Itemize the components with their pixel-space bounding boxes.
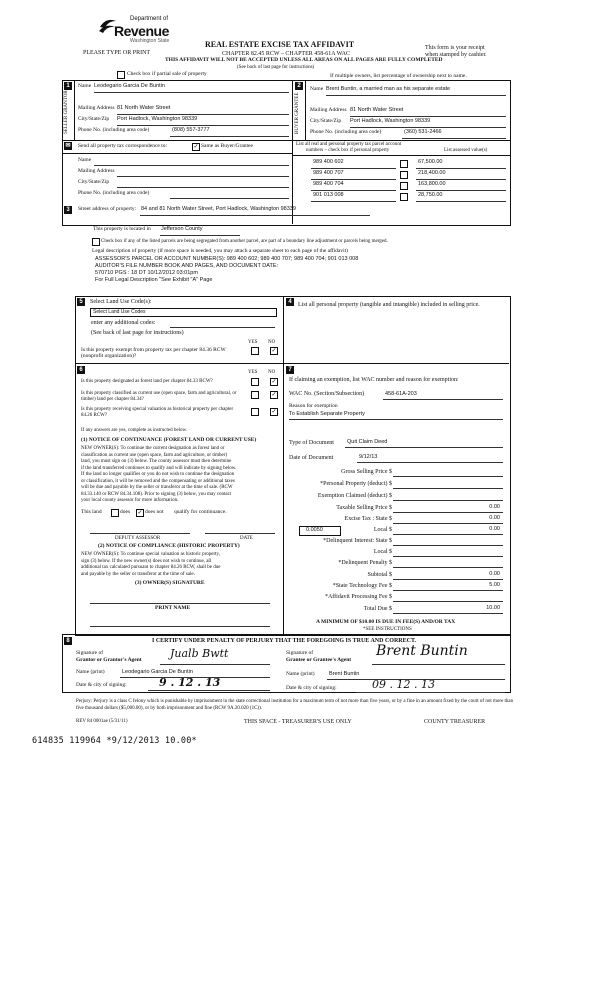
notice-line: sign (3) below. If the new owner(s) does not wish to continue, all — [81, 558, 212, 564]
buyer-phone[interactable]: (360) 531-2466 — [404, 129, 442, 135]
tax-row-label: Total Due $ — [363, 606, 392, 612]
wac-number[interactable]: 458-61A-203 — [385, 391, 417, 397]
minimum-fee-note: A MINIMUM OF $10.00 IS DUE IN FEE(S) AND/OR TAX — [316, 619, 456, 625]
corr-city-label: City/State/Zip — [78, 179, 110, 185]
street-label: Street address of property: — [78, 206, 137, 212]
corr-phone-label: Phone No. (including area code) — [78, 190, 150, 196]
land-use-dropdown[interactable] — [90, 308, 277, 317]
parcel-header-3: List assessed value(s) — [444, 148, 488, 153]
forest-yes-checkbox[interactable] — [251, 378, 259, 386]
notice-line: NEW OWNER(S): To continue the current designation as forest land or — [81, 446, 225, 451]
personal-property-label: List all personal property (tangible and intangible) included in selling price. — [298, 302, 480, 308]
legal-line: ASSESSOR'S PARCEL OR ACCOUNT NUMBER(S): 989 400 602; 989 400 707; 989 400 704; 901 013 008 — [95, 256, 359, 262]
section-4-marker: 4 — [286, 298, 294, 306]
yes-header: YES — [248, 340, 258, 345]
parcel-value[interactable]: 218,400.00 — [418, 170, 446, 176]
tax-row-value[interactable]: 0.00 — [489, 504, 500, 510]
treasurer-stamp: 614835 119964 *9/12/2013 10.00* — [32, 736, 197, 746]
exemption-label: If claiming an exemption, list WAC number and reason for exemption: — [289, 377, 459, 383]
deputy-assessor-label: DEPUTY ASSESSOR — [115, 536, 161, 541]
grantee-name-label: Name (print) — [286, 671, 315, 677]
parcel-value[interactable]: 163,800.00 — [418, 181, 446, 187]
notice-line: land, you must sign on (3) below. The county assessor must then determine — [81, 459, 232, 464]
notice-line: if the land transferred continues to qualify and will indicate by signing below. — [81, 465, 237, 471]
segregated-checkbox[interactable] — [92, 238, 100, 246]
personal-property-checkbox[interactable] — [400, 182, 408, 190]
tax-row-label: Taxable Selling Price $ — [336, 505, 392, 511]
buyer-city-label: City/State/Zip — [310, 118, 342, 124]
current-use-yes-checkbox[interactable] — [251, 391, 259, 399]
buyer-city[interactable]: Port Hadlock, Washington 98339 — [350, 118, 431, 124]
tax-row-value[interactable]: 0.00 — [489, 526, 500, 532]
county-treasurer-label: COUNTY TREASURER — [424, 719, 486, 725]
notice-line: and payable by the seller or transferor at the time of sale. — [81, 571, 195, 577]
tax-row-label: Subtotal $ — [367, 572, 392, 578]
grantee-date[interactable]: 09 . 12 . 13 — [372, 678, 435, 691]
corr-phone-field[interactable] — [170, 198, 289, 199]
buyer-mailing-label: Mailing Address — [310, 107, 347, 113]
corr-mailing-field[interactable] — [117, 176, 289, 177]
tax-row-label: Gross Selling Price $ — [341, 469, 392, 475]
owner-print-name-field[interactable] — [90, 626, 270, 627]
not-accepted-note: THIS AFFIDAVIT WILL NOT BE ACCEPTED UNLESS ALL AREAS ON ALL PAGES ARE FULLY COMPLETED — [165, 57, 443, 63]
wac-label: WAC No. (Section/Subsection) — [289, 391, 365, 397]
historic-question: Is this property receiving special valuation as historical property per chapter 84.26 RCW? — [81, 407, 234, 418]
legal-description-label: Legal description of property (if more space is needed, you may attach a separate sheet to each page of the affidavit) — [92, 248, 348, 254]
tax-row-label: Local $ — [373, 549, 392, 555]
buyer-mailing[interactable]: 81 North Water Street — [350, 107, 404, 113]
receipt-note-2: when stamped by cashier. — [425, 52, 487, 58]
parcel-header-1: List all real and personal property tax parcel account — [296, 142, 402, 147]
grantor-signature[interactable]: Jualb Bwtt — [170, 647, 229, 660]
receipt-note-1: This form is your receipt — [425, 45, 485, 51]
parcel-account[interactable]: 989 400 707 — [313, 170, 344, 176]
reason-label: Reason for exemption — [289, 403, 338, 409]
parcel-account[interactable]: 989 400 602 — [313, 159, 344, 165]
tax-row-label: *Affidavit Processing Fee $ — [324, 594, 392, 600]
please-type-note: PLEASE TYPE OR PRINT — [83, 50, 151, 56]
land-use-dropdown-value: Select Land Use Codes — [93, 309, 146, 315]
no-header: NO — [268, 370, 276, 375]
same-as-buyer-checkbox[interactable]: ✓ — [193, 144, 199, 150]
seller-name[interactable]: Leodegario Garcia De Buntin — [94, 83, 165, 89]
notice-line: NEW OWNER(S): To continue special valuation as historic property, — [81, 552, 220, 557]
notice-line: classification as current use (open space, farm and agriculture, or timber) — [81, 452, 228, 458]
grantor-sig-label-2: Grantor or Grantor's Agent — [76, 657, 142, 663]
form-chapter: CHAPTER 82.45 RCW – CHAPTER 458-61A WAC — [222, 51, 350, 57]
section-1-marker: 1 — [64, 82, 72, 90]
section-2-marker: 2 — [295, 82, 303, 90]
exempt-question: Is this property exempt from property tax per chapter 84.36 RCW (nonprofit organization)? — [81, 347, 226, 360]
personal-property-checkbox[interactable] — [400, 171, 408, 179]
exemption-reason[interactable]: To Establish Separate Property — [289, 411, 365, 417]
parcel-value[interactable]: 67,500.00 — [418, 159, 443, 165]
grantee-print-name[interactable]: Brent Buntin — [329, 671, 360, 677]
yes-header: YES — [248, 370, 258, 375]
grantor-date-label: Date & city of signing: — [76, 682, 127, 688]
current-use-question: Is this property classified as current use (open space, farm and agricultural, or timber) land per chapter 84.34? — [81, 391, 237, 402]
partial-sale-checkbox[interactable] — [117, 71, 125, 79]
seller-side-label: SELLER GRANTOR — [64, 90, 69, 134]
seller-mailing-label: Mailing Address — [78, 105, 115, 111]
section-8-marker: 8 — [64, 637, 72, 645]
local-rate: 0.0050 — [306, 527, 323, 533]
buyer-name[interactable]: Brent Buntin, a married man as his separate estate — [326, 86, 451, 92]
grantee-signature[interactable]: Brent Buntin — [376, 643, 468, 659]
tax-row-value[interactable]: 5.00 — [489, 582, 500, 588]
section-3-marker: 3 — [64, 206, 72, 214]
legal-line: For Full Legal Description "See Exhibit "A" Page — [95, 277, 213, 283]
does-not-label: does not — [145, 509, 164, 515]
additional-codes-label: enter any additional codes: — [91, 320, 156, 326]
notice-continuance-title: (1) NOTICE OF CONTINUANCE (FOREST LAND OR CURRENT USE) — [81, 437, 257, 443]
section-5-marker: 5 — [77, 298, 85, 306]
property-street[interactable]: 84 and 81 North Water Street, Port Hadlock, Washington 98339 — [141, 206, 296, 212]
exempt-no-checkbox[interactable]: ✓ — [271, 348, 277, 354]
tax-row-value[interactable]: 0.00 — [489, 515, 500, 521]
no-header: NO — [268, 340, 276, 345]
certify-statement: I CERTIFY UNDER PENALTY OF PERJURY THAT THE FOREGOING IS TRUE AND CORRECT. — [152, 638, 417, 644]
seller-city[interactable]: Port Hadlock, Washington 98339 — [117, 116, 198, 122]
grantor-date[interactable]: 9 . 12 . 13 — [159, 676, 221, 689]
owner-signature-label: (3) OWNER(S) SIGNATURE — [135, 580, 205, 586]
corr-name-field[interactable] — [94, 165, 289, 166]
grantor-sig-label-1: Signature of — [76, 650, 104, 656]
notice-line: If the land no longer qualifies or you do not wish to continue the designation — [81, 472, 235, 477]
current-use-no-checkbox[interactable]: ✓ — [271, 392, 277, 398]
grantee-sig-label-2: Grantee or Grantee's Agent — [286, 657, 352, 663]
buyer-phone-label: Phone No. (including area code) — [310, 129, 382, 135]
doc-type[interactable]: Quit Claim Deed — [347, 439, 388, 445]
legal-line: AUDITOR'S FILE NUMBER BOOK AND PAGES, AND DOCUMENT DATE: — [95, 263, 279, 269]
this-land-label: This land — [81, 509, 102, 515]
personal-property-checkbox[interactable] — [400, 193, 408, 201]
partial-sale-label: Check box if partial sale of property — [127, 71, 207, 77]
notice-line: 84.33.140 or RCW 84.34.108). Prior to signing (3) below, you may contact — [81, 491, 232, 497]
parcel-value[interactable]: 28,750.00 — [418, 192, 443, 198]
same-as-buyer-label: Same as Buyer/Grantee — [201, 143, 253, 149]
located-label: This property is located in — [93, 226, 151, 232]
seller-city-label: City/State/Zip — [78, 116, 110, 122]
property-county[interactable]: Jefferson County — [161, 226, 203, 232]
notice-line: additional tax calculated pursuant to chapter 84.26 RCW, shall be due — [81, 565, 221, 570]
perjury-notice: Perjury: Perjury is a class C felony which is punishable by imprisonment in the state correctional institution for a maximum term of not more than five years, or by a fine in an amount fixed by the court of not more than five thousand dollars ($5,000.00), or by both imprisonment and fine (RCW 9A.20.020 (1C)). — [76, 699, 514, 711]
land-use-label: Select Land Use Code(s): — [90, 299, 152, 305]
seller-phone[interactable]: (808) 557-3777 — [172, 127, 210, 133]
form-title: REAL ESTATE EXCISE TAX AFFIDAVIT — [205, 40, 355, 49]
notice-line: or classification, it will be removed and the compensating or additional taxes — [81, 478, 235, 484]
seller-mailing[interactable]: 81 North Water Street — [117, 105, 171, 111]
tax-row-label: *Personal Property (deduct) $ — [320, 481, 392, 487]
tax-row-label: Local $ — [373, 527, 392, 533]
tax-row-label: Exemption Claimed (deduct) $ — [317, 493, 392, 499]
doc-date[interactable]: 9/12/13 — [359, 454, 378, 460]
section-6-marker: 6 — [77, 366, 85, 374]
grantee-date-label: Date & city of signing: — [286, 685, 337, 691]
grantee-sig-label-1: Signature of — [286, 650, 314, 656]
buyer-name-label: Name — [310, 86, 324, 92]
parcel-account[interactable]: 901 013 008 — [313, 192, 344, 198]
qualify-label: qualify for continuance. — [174, 509, 227, 515]
treasurer-use-label: THIS SPACE - TREASURER'S USE ONLY — [244, 719, 352, 725]
historic-yes-checkbox[interactable] — [251, 408, 259, 416]
historic-no-checkbox[interactable]: ✓ — [271, 409, 277, 415]
parcel-header-2: numbers – check box if personal property — [306, 148, 390, 153]
notice-line: will be due and payable by the seller or transferor at the time of sale. (RCW — [81, 485, 233, 490]
tax-row-label: *Delinquent Interest: State $ — [323, 538, 392, 544]
doc-date-label: Date of Document — [289, 455, 334, 461]
notice-compliance-title: (2) NOTICE OF COMPLIANCE (HISTORIC PROPERTY) — [98, 543, 240, 549]
deputy-date-label: DATE — [240, 536, 253, 541]
grantor-print-name[interactable]: Leodegario Garcia De Buntin — [122, 669, 193, 675]
revision-label: REV 84 0001ae (5/31/11) — [76, 719, 128, 724]
land-use-see-back: (See back of last page for instructions) — [91, 330, 184, 336]
owner-signature-field[interactable] — [90, 603, 270, 604]
tax-row-label: *Delinquent Penalty $ — [338, 560, 392, 566]
parcel-account[interactable]: 989 400 704 — [313, 181, 344, 187]
see-instructions-note: *SEE INSTRUCTIONS — [363, 627, 412, 632]
forest-no-checkbox[interactable]: ✓ — [271, 379, 277, 385]
seller-name-label: Name — [78, 83, 92, 89]
notice-line: your local county assessor for more information. — [81, 498, 179, 503]
deputy-date-field[interactable] — [205, 533, 275, 534]
tax-row-label: *State Technology Fee $ — [332, 583, 392, 589]
multiple-owners-note: If multiple owners, list percentage of ownership next to name. — [330, 73, 467, 79]
buyer-side-label: BUYER GRANTEE — [295, 92, 300, 134]
any-yes-note: If any answers are yes, complete as instructed below. — [81, 428, 188, 433]
deputy-assessor-field[interactable] — [90, 533, 190, 534]
does-not-qualify-checkbox[interactable]: ✓ — [137, 510, 143, 516]
exempt-yes-checkbox[interactable] — [251, 347, 259, 355]
section-7-marker: 7 — [286, 366, 294, 374]
does-label: does — [120, 509, 131, 515]
additional-codes-field[interactable] — [170, 327, 275, 328]
print-name-label: PRINT NAME — [155, 605, 191, 611]
seller-phone-label: Phone No. (including area code) — [78, 127, 150, 133]
corr-name-label: Name — [78, 157, 92, 163]
see-back-note: (See back of last page for instructions) — [237, 65, 315, 70]
forest-land-question: Is this property designated as forest land per chapter 84.33 RCW? — [81, 379, 213, 384]
grantor-name-label: Name (print) — [76, 669, 105, 675]
personal-property-checkbox[interactable] — [400, 160, 408, 168]
segregated-label: Check box if any of the listed parcels are being segregated from another parcel, are part of a boundary line adjustment or parcels being merged. — [101, 239, 388, 244]
correspondence-label: Send all property tax correspondence to: — [78, 143, 168, 149]
correspondence-marker: ✉ — [65, 143, 71, 149]
corr-city-field[interactable] — [117, 187, 289, 188]
corr-mailing-label: Mailing Address — [78, 168, 115, 174]
does-qualify-checkbox[interactable] — [111, 509, 119, 517]
doc-type-label: Type of Document — [289, 440, 334, 446]
tax-row-label: Excise Tax : State $ — [344, 516, 392, 522]
total-due[interactable]: 10.00 — [486, 605, 500, 611]
tax-row-value[interactable]: 0.00 — [489, 571, 500, 577]
legal-line: 570710 PGS : 18 DT 10/12/2012 03:01pm — [95, 270, 198, 276]
